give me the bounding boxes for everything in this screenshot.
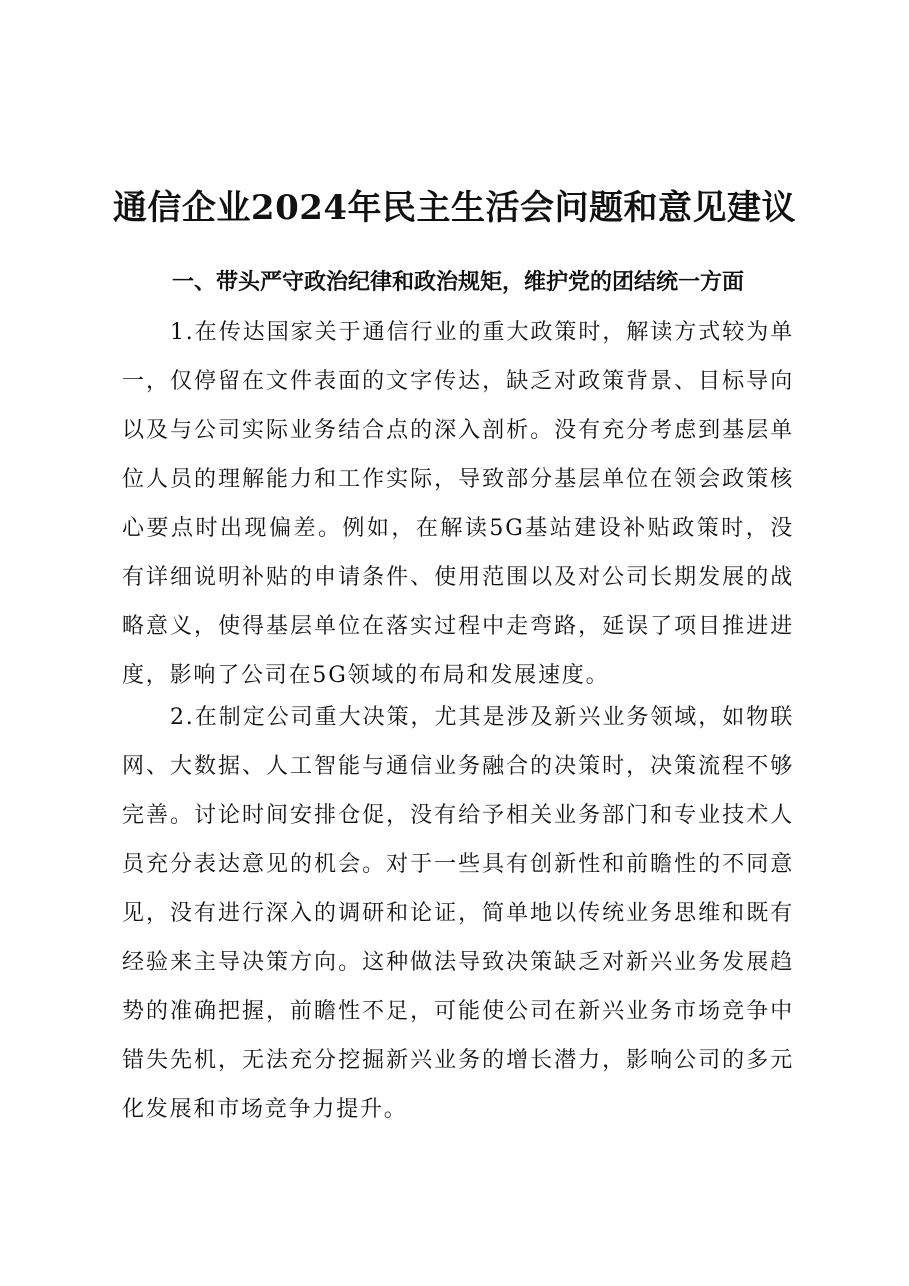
paragraph-2: 2.在制定公司重大决策，尤其是涉及新兴业务领域，如物联网、大数据、人工智能与通信业务融合的决策时，决策流程不够完善。讨论时间安排仓促，没有给予相关业务部门和专业技术人员充分表达意见的机会。对于一些具有创新性和前瞻性的不同意见，没有进行深入的调研和论证，简单地以传统业务思维和既有经验来主导决策方向。这种做法导致决策缺乏对新兴业务发展趋势的准确把握，前瞻性不足，可能使公司在新兴业务市场竞争中错失先机，无法充分挖掘新兴业务的增长潜力，影响公司的多元化发展和市场竞争力提升。 — [122, 705, 794, 1122]
paragraph-1: 1.在传达国家关于通信行业的重大政策时，解读方式较为单一，仅停留在文件表面的文字传达，缺乏对政策背景、目标导向以及与公司实际业务结合点的深入剖析。没有充分考虑到基层单位人员的理解能力和工作实际，导致部分基层单位在领会政策核心要点时出现偏差。例如，在解读5G基站建设补贴政策时，没有详细说明补贴的申请条件、使用范围以及对公司长期发展的战略意义，使得基层单位在落实过程中走弯路，延误了项目推进进度，影响了公司在5G领域的布局和发展速度。 — [122, 320, 794, 688]
section-heading: 一、带头严守政治纪律和政治规矩，维护党的团结统一方面 — [172, 270, 745, 295]
document-title: 通信企业2024年民主生活会问题和意见建议 — [112, 188, 797, 228]
